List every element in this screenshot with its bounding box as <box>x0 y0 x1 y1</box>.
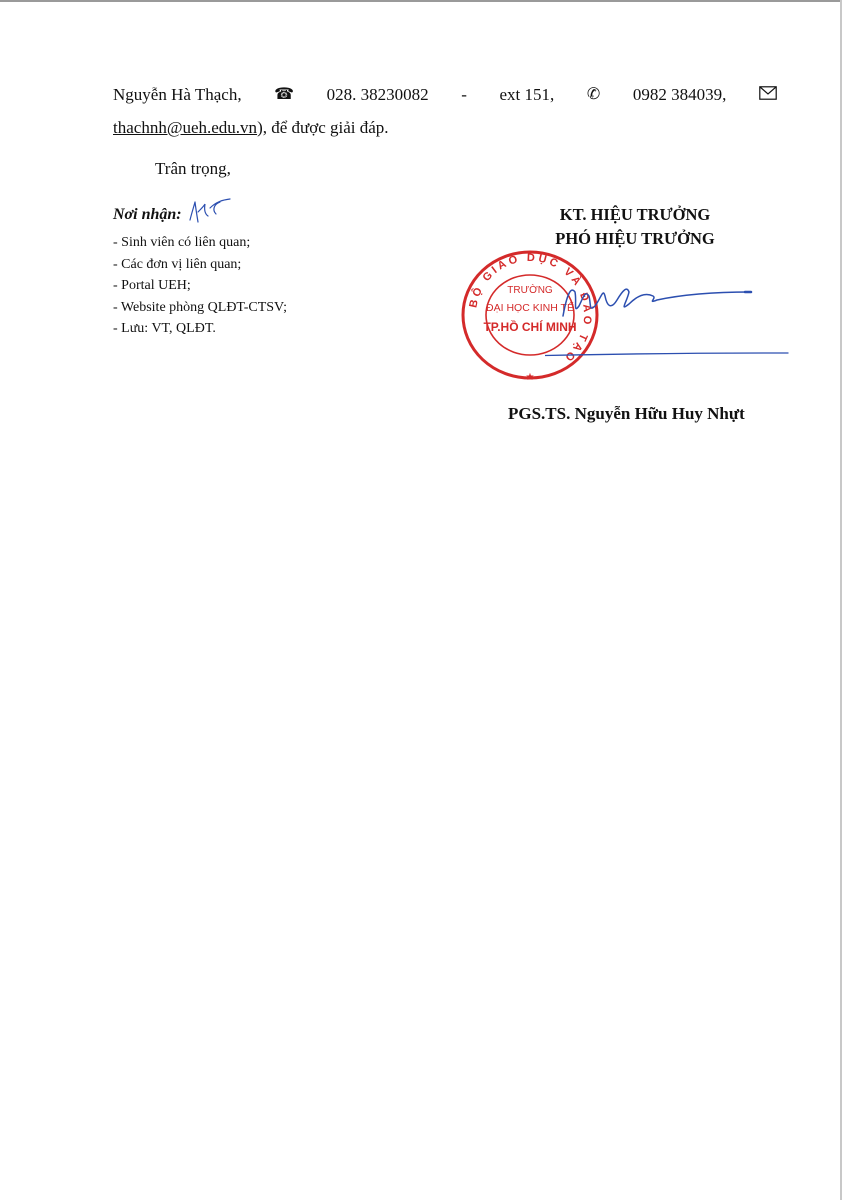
signer-title-line1: KT. HIỆU TRƯỞNG <box>559 205 711 224</box>
seal-ring-text: BỘ GIÁO DỤC VÀ ĐÀO TẠO <box>467 251 594 366</box>
recipients-title: Nơi nhận: <box>113 206 182 223</box>
contact-name: Nguyễn Hà Thạch, <box>113 85 242 104</box>
recipient-item: - Portal UEH; <box>113 278 191 293</box>
signer-title <box>540 203 730 251</box>
recipient-item: - Lưu: VT, QLĐT. <box>113 321 216 336</box>
email-suffix: ), để được giải đáp. <box>257 118 389 137</box>
page-edge-top <box>0 0 842 2</box>
email-link[interactable]: thachnh@ueh.edu.vn <box>113 118 258 137</box>
seal-line2: ĐẠI HỌC KINH TẾ <box>486 302 574 314</box>
contact-line <box>113 84 777 106</box>
envelope-icon <box>759 84 777 106</box>
closing-greeting: Trân trọng, <box>155 159 231 178</box>
recipients-list <box>113 232 287 340</box>
seal-line3: TP.HỒ CHÍ MINH <box>483 320 577 334</box>
handwritten-initials <box>186 196 236 226</box>
contact-phone: 028. 38230082 <box>326 85 429 104</box>
email-line <box>113 117 389 139</box>
seal-line1: TRƯỜNG <box>507 285 553 296</box>
recipient-item: - Sinh viên có liên quan; <box>113 235 251 250</box>
contact-dash: - <box>461 85 467 104</box>
signer-title-line2: PHÓ HIỆU TRƯỞNG <box>555 229 715 248</box>
contact-ext: ext 151, <box>499 85 555 104</box>
handwritten-signature <box>545 276 795 366</box>
mobile-phone-icon: ✆ <box>586 86 601 103</box>
telephone-icon: ☎ <box>274 86 295 103</box>
signer-name: PGS.TS. Nguyễn Hữu Huy Nhựt <box>508 404 745 423</box>
recipient-item: - Website phòng QLĐT-CTSV; <box>113 299 287 315</box>
seal-star-icon: ★ <box>525 372 535 383</box>
recipient-item: - Các đơn vị liên quan; <box>113 256 242 272</box>
contact-mobile: 0982 384039, <box>632 85 727 104</box>
